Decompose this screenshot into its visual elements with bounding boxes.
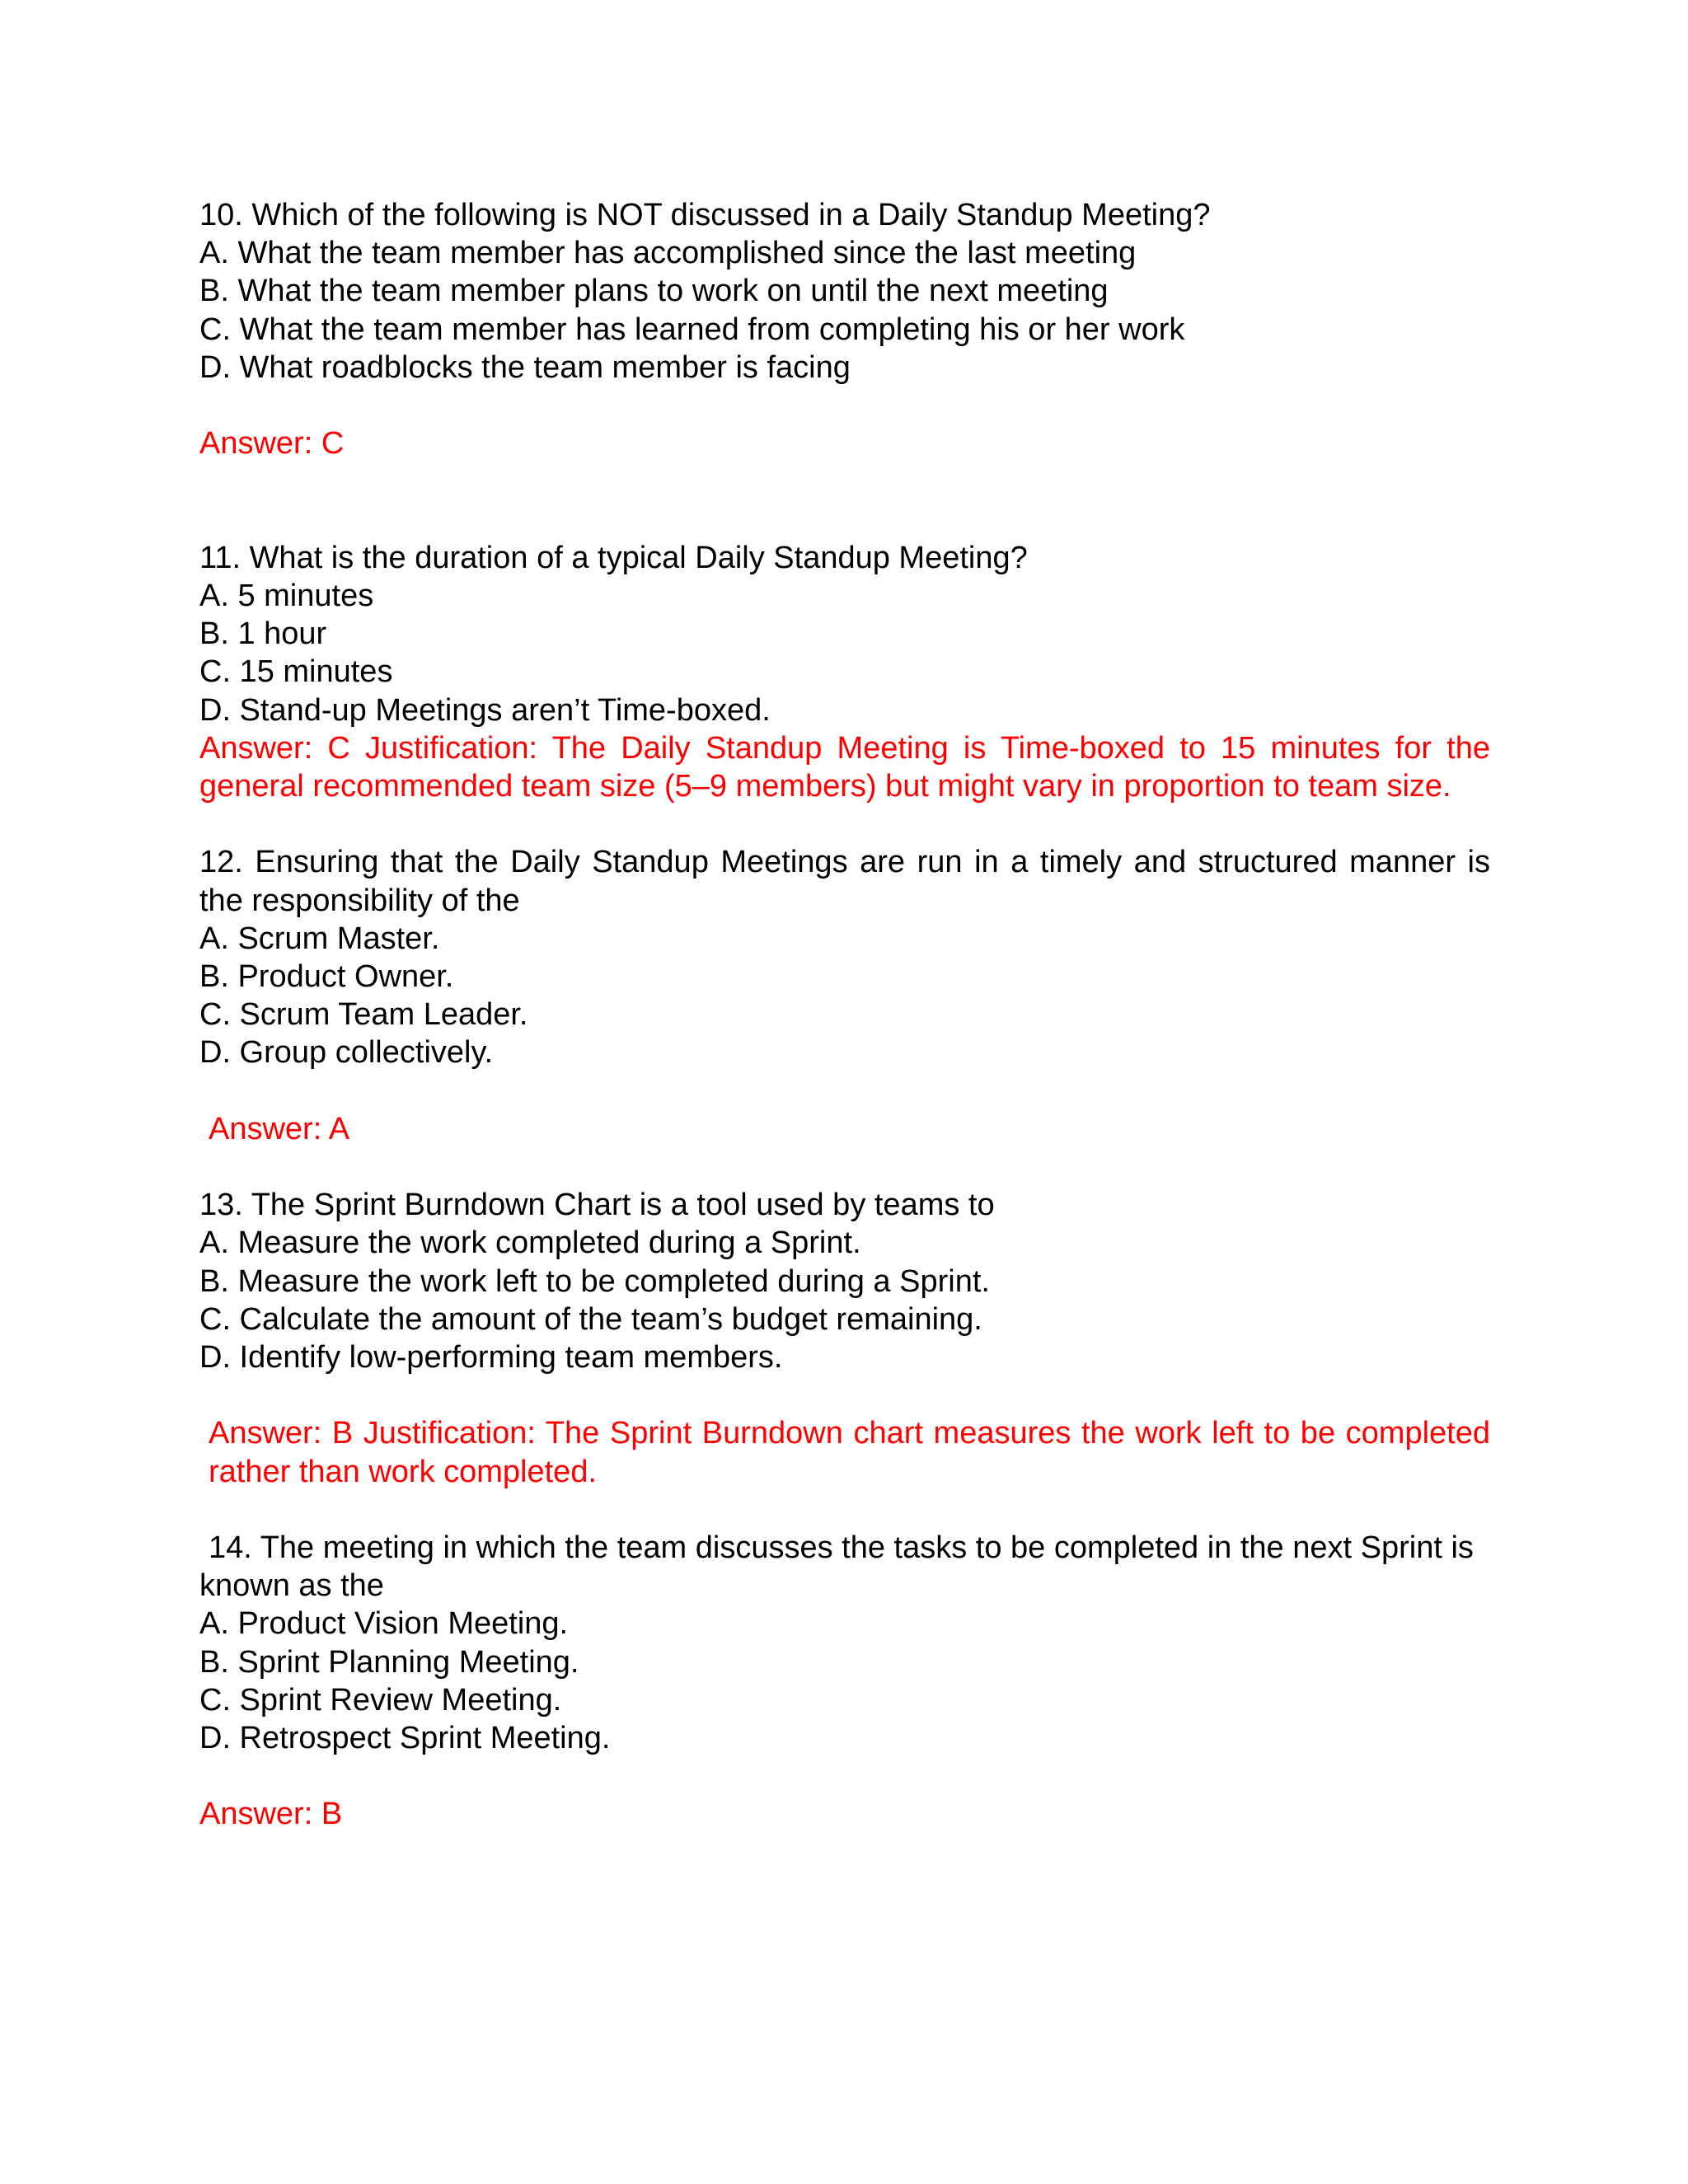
option-a: A. What the team member has accomplished since the last meeting xyxy=(199,236,1137,271)
spacer xyxy=(199,387,1490,424)
question-10 xyxy=(199,196,1490,462)
question-14 xyxy=(199,1529,1490,1834)
question-13 xyxy=(199,1186,1490,1491)
option-d: D. What roadblocks the team member is facing xyxy=(199,349,851,385)
question-text-continued: known as the xyxy=(199,1568,384,1604)
question-text: 13. The Sprint Burndown Chart is a tool used by teams to xyxy=(199,1188,995,1223)
option-d: D. Stand-up Meetings aren’t Time-boxed. xyxy=(199,692,771,728)
option-b: B. Sprint Planning Meeting. xyxy=(199,1644,579,1680)
option-b: B. What the team member plans to work on until the next meeting xyxy=(199,274,1109,309)
option-b: B. Measure the work left to be completed during a Sprint. xyxy=(199,1263,990,1299)
option-c: C. 15 minutes xyxy=(199,654,393,690)
option-a: A. Measure the work completed during a Sprint. xyxy=(199,1226,861,1261)
option-d: D. Group collectively. xyxy=(199,1035,494,1071)
option-a: A. Scrum Master. xyxy=(199,921,440,956)
spacer xyxy=(199,805,1490,843)
question-text: 11. What is the duration of a typical Daily Standup Meeting? xyxy=(199,540,1028,575)
answer-text: Answer: A xyxy=(209,1111,350,1146)
spacer xyxy=(199,1491,1490,1529)
question-text: 12. Ensuring that the Daily Standup Meetings are run in a timely and structured manner is the responsibility of the xyxy=(199,845,1490,918)
spacer xyxy=(199,1757,1490,1795)
question-11 xyxy=(199,539,1490,805)
option-c: C. Calculate the amount of the team’s budget remaining. xyxy=(199,1301,982,1337)
option-a: A. Product Vision Meeting. xyxy=(199,1606,569,1642)
answer-text: Answer: B Justification: The Sprint Burndown chart measures the work left to be completed rather than work completed. xyxy=(209,1416,1490,1489)
answer-text: Answer: B xyxy=(199,1797,343,1832)
answer-text: Answer: C Justification: The Daily Standup Meeting is Time-boxed to 15 minutes for the general recommended team size (5–9 members) but might vary in proportion to team size. xyxy=(199,730,1490,804)
option-a: A. 5 minutes xyxy=(199,579,374,613)
option-d: D. Identify low-performing team members. xyxy=(199,1340,783,1376)
answer-text: Answer: C xyxy=(199,426,345,462)
option-c: C. Scrum Team Leader. xyxy=(199,997,528,1033)
question-text: 14. The meeting in which the team discusses the tasks to be completed in the next Sprint is xyxy=(209,1530,1474,1565)
option-c: C. Sprint Review Meeting. xyxy=(199,1682,562,1718)
question-12 xyxy=(199,843,1490,1148)
option-b: B. Product Owner. xyxy=(199,959,454,995)
spacer xyxy=(199,1072,1490,1110)
spacer xyxy=(199,1376,1490,1414)
document-content xyxy=(199,196,1490,1834)
spacer xyxy=(199,462,1490,538)
option-c: C. What the team member has learned from completing his or her work xyxy=(199,312,1185,347)
question-text: 10. Which of the following is NOT discussed in a Daily Standup Meeting? xyxy=(199,198,1211,232)
option-b: B. 1 hour xyxy=(199,616,327,652)
option-d: D. Retrospect Sprint Meeting. xyxy=(199,1721,611,1756)
spacer xyxy=(199,1148,1490,1186)
